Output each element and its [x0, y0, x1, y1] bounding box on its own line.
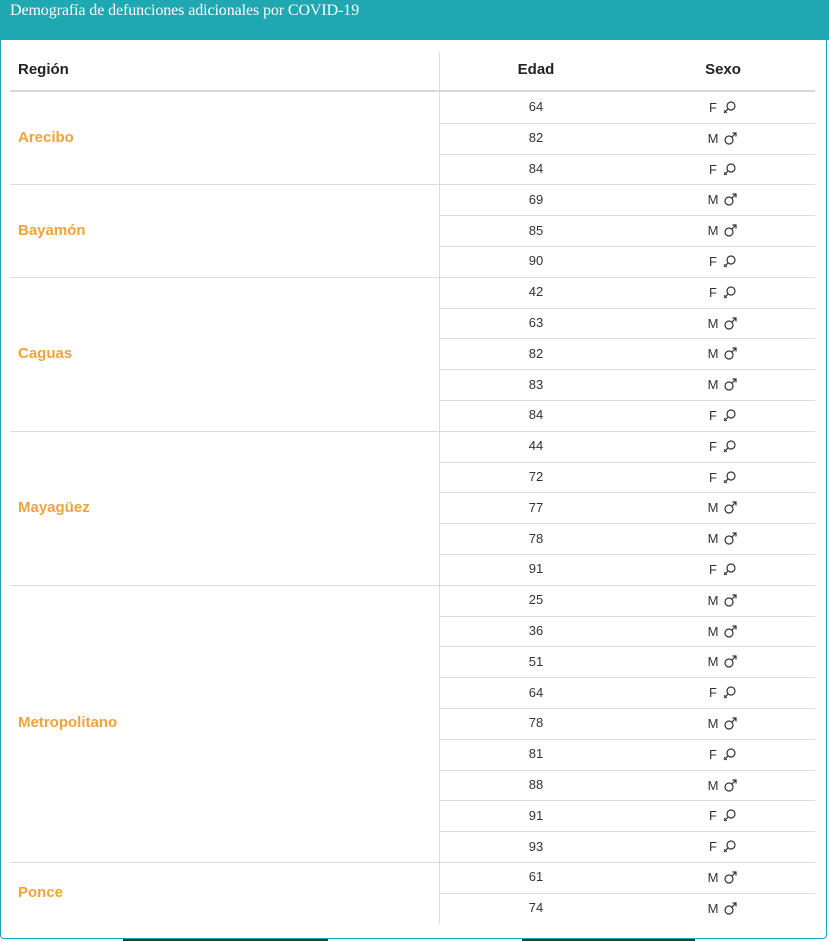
- region-name: Caguas: [18, 344, 73, 362]
- sex-cell: [632, 869, 814, 885]
- sex-cell: [632, 346, 814, 362]
- row-divider: [440, 831, 815, 832]
- region-divider: [10, 862, 815, 863]
- age-cell: 83: [528, 376, 544, 392]
- sex-cell: [632, 284, 814, 300]
- sex-letter: M: [707, 777, 719, 793]
- age-cell: 64: [528, 99, 544, 115]
- region-divider: [10, 277, 815, 278]
- region-name: Ponce: [18, 883, 64, 901]
- sex-cell: [632, 623, 814, 639]
- sex-cell: [632, 777, 814, 793]
- row-divider: [440, 369, 815, 370]
- column-header-sexo: Sexo: [705, 61, 741, 78]
- region-divider: [10, 184, 815, 185]
- male-symbol-icon: [723, 131, 738, 146]
- age-cell: 85: [528, 222, 544, 238]
- male-symbol-icon: [723, 316, 738, 331]
- female-symbol-icon: [722, 254, 737, 269]
- sex-letter: F: [709, 808, 717, 824]
- card-header: [0, 0, 829, 40]
- sex-cell: [632, 315, 814, 331]
- row-divider: [440, 616, 815, 617]
- row-divider: [440, 400, 815, 401]
- age-cell: 84: [528, 161, 544, 176]
- age-cell: 42: [528, 284, 544, 300]
- age-cell: 36: [528, 623, 544, 638]
- male-symbol-icon: [723, 377, 738, 392]
- age-cell: 77: [528, 499, 544, 515]
- sex-cell: [632, 746, 814, 762]
- sex-cell: [632, 130, 814, 146]
- sex-letter: M: [707, 592, 719, 608]
- male-symbol-icon: [723, 716, 738, 731]
- sex-cell: [632, 469, 814, 485]
- female-symbol-icon: [722, 747, 737, 762]
- sex-letter: M: [707, 130, 719, 146]
- row-divider: [440, 338, 815, 339]
- row-divider: [440, 677, 815, 678]
- sex-letter: F: [709, 561, 717, 577]
- sex-cell: [632, 192, 814, 208]
- age-cell: 72: [528, 469, 544, 484]
- row-divider: [440, 308, 815, 309]
- female-symbol-icon: [722, 162, 737, 177]
- age-cell: 91: [528, 807, 544, 823]
- region-name: Bayamón: [18, 221, 86, 239]
- male-symbol-icon: [723, 223, 738, 238]
- female-symbol-icon: [722, 408, 737, 423]
- male-symbol-icon: [723, 346, 738, 361]
- age-cell: 64: [528, 684, 544, 700]
- sex-cell: [632, 900, 814, 916]
- male-symbol-icon: [723, 901, 738, 916]
- row-divider: [440, 893, 815, 894]
- sex-cell: [632, 592, 814, 608]
- sex-letter: M: [707, 715, 719, 731]
- sex-cell: [632, 531, 814, 547]
- row-divider: [440, 492, 815, 493]
- sex-cell: [632, 654, 814, 670]
- female-symbol-icon: [722, 285, 737, 300]
- age-cell: 93: [528, 838, 544, 854]
- sex-cell: [632, 161, 814, 177]
- region-name: Arecibo: [18, 129, 74, 147]
- sex-letter: F: [709, 284, 717, 300]
- row-divider: [440, 215, 815, 216]
- row-divider: [440, 800, 815, 801]
- sex-cell: [632, 407, 814, 423]
- row-divider: [440, 523, 815, 524]
- column-header-edad: Edad: [517, 61, 555, 78]
- male-symbol-icon: [723, 192, 738, 207]
- sex-letter: F: [709, 407, 717, 423]
- female-symbol-icon: [722, 808, 737, 823]
- row-divider: [440, 462, 815, 463]
- age-cell: 63: [528, 315, 544, 330]
- male-symbol-icon: [723, 500, 738, 515]
- sex-letter: M: [707, 900, 719, 916]
- row-divider: [440, 554, 815, 555]
- header-divider: [10, 90, 815, 92]
- age-cell: 82: [528, 130, 544, 146]
- sex-letter: F: [709, 253, 717, 269]
- sex-cell: [632, 223, 814, 239]
- female-symbol-icon: [722, 470, 737, 485]
- sex-cell: [632, 500, 814, 516]
- sex-letter: M: [707, 192, 719, 208]
- age-cell: 91: [528, 561, 544, 577]
- male-symbol-icon: [723, 593, 738, 608]
- sex-letter: M: [707, 346, 719, 362]
- row-divider: [440, 708, 815, 709]
- sex-letter: M: [707, 654, 719, 670]
- sex-letter: F: [709, 161, 717, 177]
- age-cell: 69: [528, 191, 544, 207]
- row-divider: [440, 646, 815, 647]
- age-cell: 78: [528, 530, 544, 546]
- male-symbol-icon: [723, 778, 738, 793]
- column-divider: [439, 52, 440, 924]
- male-symbol-icon: [723, 624, 738, 639]
- sex-letter: F: [709, 839, 717, 855]
- male-symbol-icon: [723, 654, 738, 669]
- age-cell: 74: [528, 900, 544, 916]
- sex-cell: [632, 438, 814, 454]
- age-cell: 61: [528, 869, 544, 885]
- age-cell: 84: [528, 407, 544, 423]
- sex-letter: F: [709, 99, 717, 115]
- page-title: Demografía de defunciones adicionales por COVID-19: [10, 2, 360, 19]
- female-symbol-icon: [722, 100, 737, 115]
- sex-cell: [632, 839, 814, 855]
- region-divider: [10, 431, 815, 432]
- sex-letter: M: [707, 500, 719, 516]
- sex-letter: F: [709, 469, 717, 485]
- sex-letter: M: [707, 315, 719, 331]
- sex-cell: [632, 561, 814, 577]
- sex-cell: [632, 685, 814, 701]
- row-divider: [440, 246, 815, 247]
- column-header-region: Región: [18, 61, 69, 78]
- row-divider: [440, 739, 815, 740]
- age-cell: 82: [528, 345, 544, 361]
- sex-letter: M: [707, 623, 719, 639]
- sex-letter: F: [709, 746, 717, 762]
- sex-letter: F: [709, 685, 717, 701]
- female-symbol-icon: [722, 839, 737, 854]
- age-cell: 90: [528, 253, 544, 269]
- age-cell: 44: [528, 438, 544, 454]
- sex-letter: M: [707, 869, 719, 885]
- age-cell: 78: [528, 715, 544, 731]
- female-symbol-icon: [722, 562, 737, 577]
- sex-cell: [632, 715, 814, 731]
- age-cell: 51: [528, 653, 544, 669]
- region-name: Mayagüez: [18, 498, 90, 516]
- sex-letter: M: [707, 531, 719, 547]
- male-symbol-icon: [723, 531, 738, 546]
- sex-cell: [632, 99, 814, 115]
- sex-cell: [632, 377, 814, 393]
- sex-letter: F: [709, 438, 717, 454]
- region-name: Metropolitano: [18, 714, 118, 732]
- row-divider: [440, 770, 815, 771]
- row-divider: [440, 123, 815, 124]
- sex-cell: [632, 808, 814, 824]
- female-symbol-icon: [722, 685, 737, 700]
- male-symbol-icon: [723, 870, 738, 885]
- age-cell: 81: [528, 746, 544, 762]
- region-divider: [10, 585, 815, 586]
- female-symbol-icon: [722, 439, 737, 454]
- sex-letter: M: [707, 377, 719, 393]
- row-divider: [440, 154, 815, 155]
- age-cell: 88: [528, 777, 544, 792]
- sex-cell: [632, 253, 814, 269]
- sex-letter: M: [707, 223, 719, 239]
- age-cell: 25: [528, 592, 544, 608]
